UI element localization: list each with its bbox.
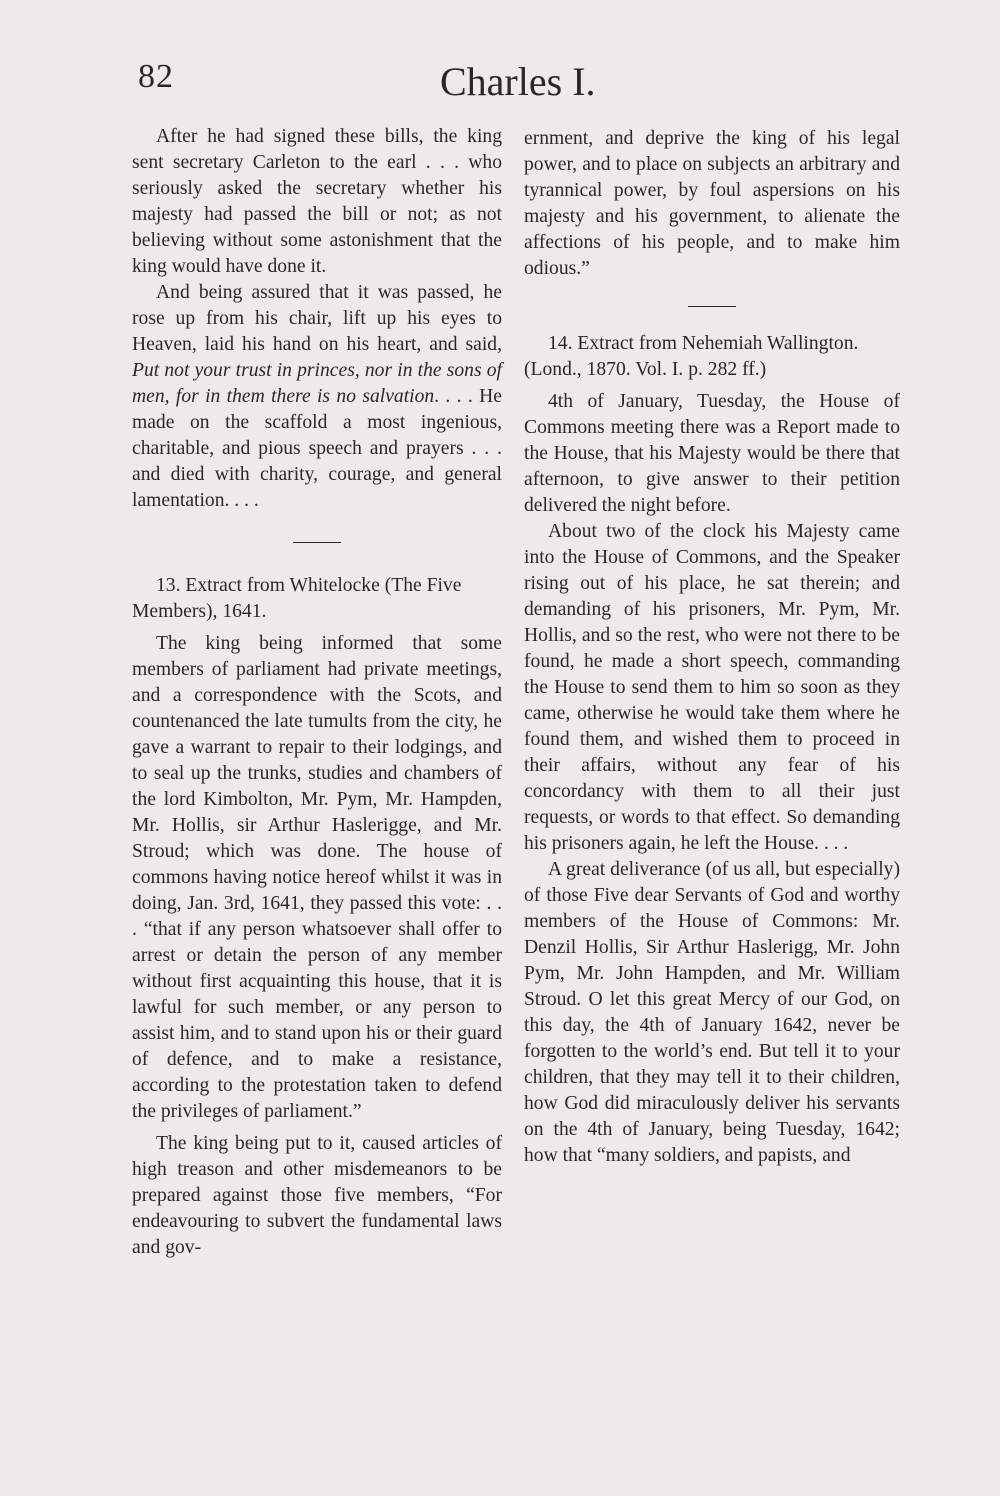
right-column <box>524 126 900 1169</box>
running-title: Charles I. <box>440 59 596 104</box>
paragraph: A great deliverance (of us all, but especially) of those Five dear Servants of God and worthy members of the House of Commons: Mr. Denzil Hollis, Sir Arthur Haslerigg, Mr. John Pym, Mr. John Hampden, and Mr. William Stroud. O let this great Mercy of our God, on this day, the 4th of January 1642, never be forgotten to the world’s end. But tell it to your children, that they may tell it to their children, how God did miraculously deliver his servants on the 4th of January, being Tuesday, 1642; how that “many soldiers, and papists, and <box>524 859 900 1166</box>
paragraph: After he had signed these bills, the king sent secretary Carleton to the earl . . . who seriously asked the secretary whether his majesty had passed the bill or not; as not believing without some astonishment that the king would have done it. <box>132 126 502 277</box>
paragraph: The king being informed that some members of parliament had private meetings, and a correspondence with the Scots, and countenanced the late tumults from the city, he gave a warrant to repair to their lodgings, and to seal up the trunks, studies and chambers of the lord Kimbolton, Mr. Pym, Mr. Hampden, Mr. Hollis, sir Arthur Haslerigge, and Mr. Stroud; which was done. The house of commons having notice hereof whilst it was in doing, Jan. 3rd, 1641, they passed this vote: . . . “that if any person whatsoever shall offer to arrest or detain the person of any member without first acquainting this house, that it is lawful for such member, or any person to assist him, and to stand upon his or their guard of defence, and to make a resistance, according to the protestation taken to defend the privileges of parliament.” <box>132 633 502 1122</box>
italic-quote: Put not your trust in princes, nor in the sons of men, for in them there is no salvation <box>132 360 502 407</box>
paragraph: And being assured that it was passed, he rose up from his chair, lift up his eyes to Heaven, laid his hand on his heart, and said, Put not your trust in princes, nor in the sons of men, for in them there is no salvation. . . . He made on the scaffold a most ingenious, charitable, and pious speech and prayers . . . and died with charity, courage, and general lamentation. . . . <box>132 282 502 511</box>
section-heading: 14. Extract from Nehemiah Wallington. (Lond., 1870. Vol. I. p. 282 ff.) <box>524 333 859 380</box>
left-column <box>132 124 502 1261</box>
paragraph: ernment, and deprive the king of his legal power, and to place on subjects an arbitrary and tyrannical power, by foul aspersions on his majesty and his government, to alienate the affections of his people, and to make him odious.” <box>524 128 900 279</box>
paragraph: 4th of January, Tuesday, the House of Commons meeting there was a Report made to the House, that his Majesty would be there that afternoon, to give answer to their petition delivered the night before. <box>524 391 900 516</box>
section-heading: 13. Extract from Whitelocke (The Five Members), 1641. <box>132 575 462 622</box>
page-number: 82 <box>138 58 174 95</box>
paragraph: About two of the clock his Majesty came into the House of Commons, and the Speaker rising out of his place, he sat therein; and demanding of his prisoners, Mr. Pym, Mr. Hollis, and so the rest, who were not there to be found, he made a short speech, commanding the House to send them to him so soon as they came, otherwise he would take them where he found them, and wished them to proceed in their affairs, without any fear of his concordancy with them to all their just requests, or words to that effect. So demanding his prisoners again, he left the House. . . . <box>524 521 900 854</box>
paragraph: The king being put to it, caused articles of high treason and other misdemeanors to be prepared against those five members, “For endeavouring to subvert the fundamental laws and gov- <box>132 1133 502 1258</box>
